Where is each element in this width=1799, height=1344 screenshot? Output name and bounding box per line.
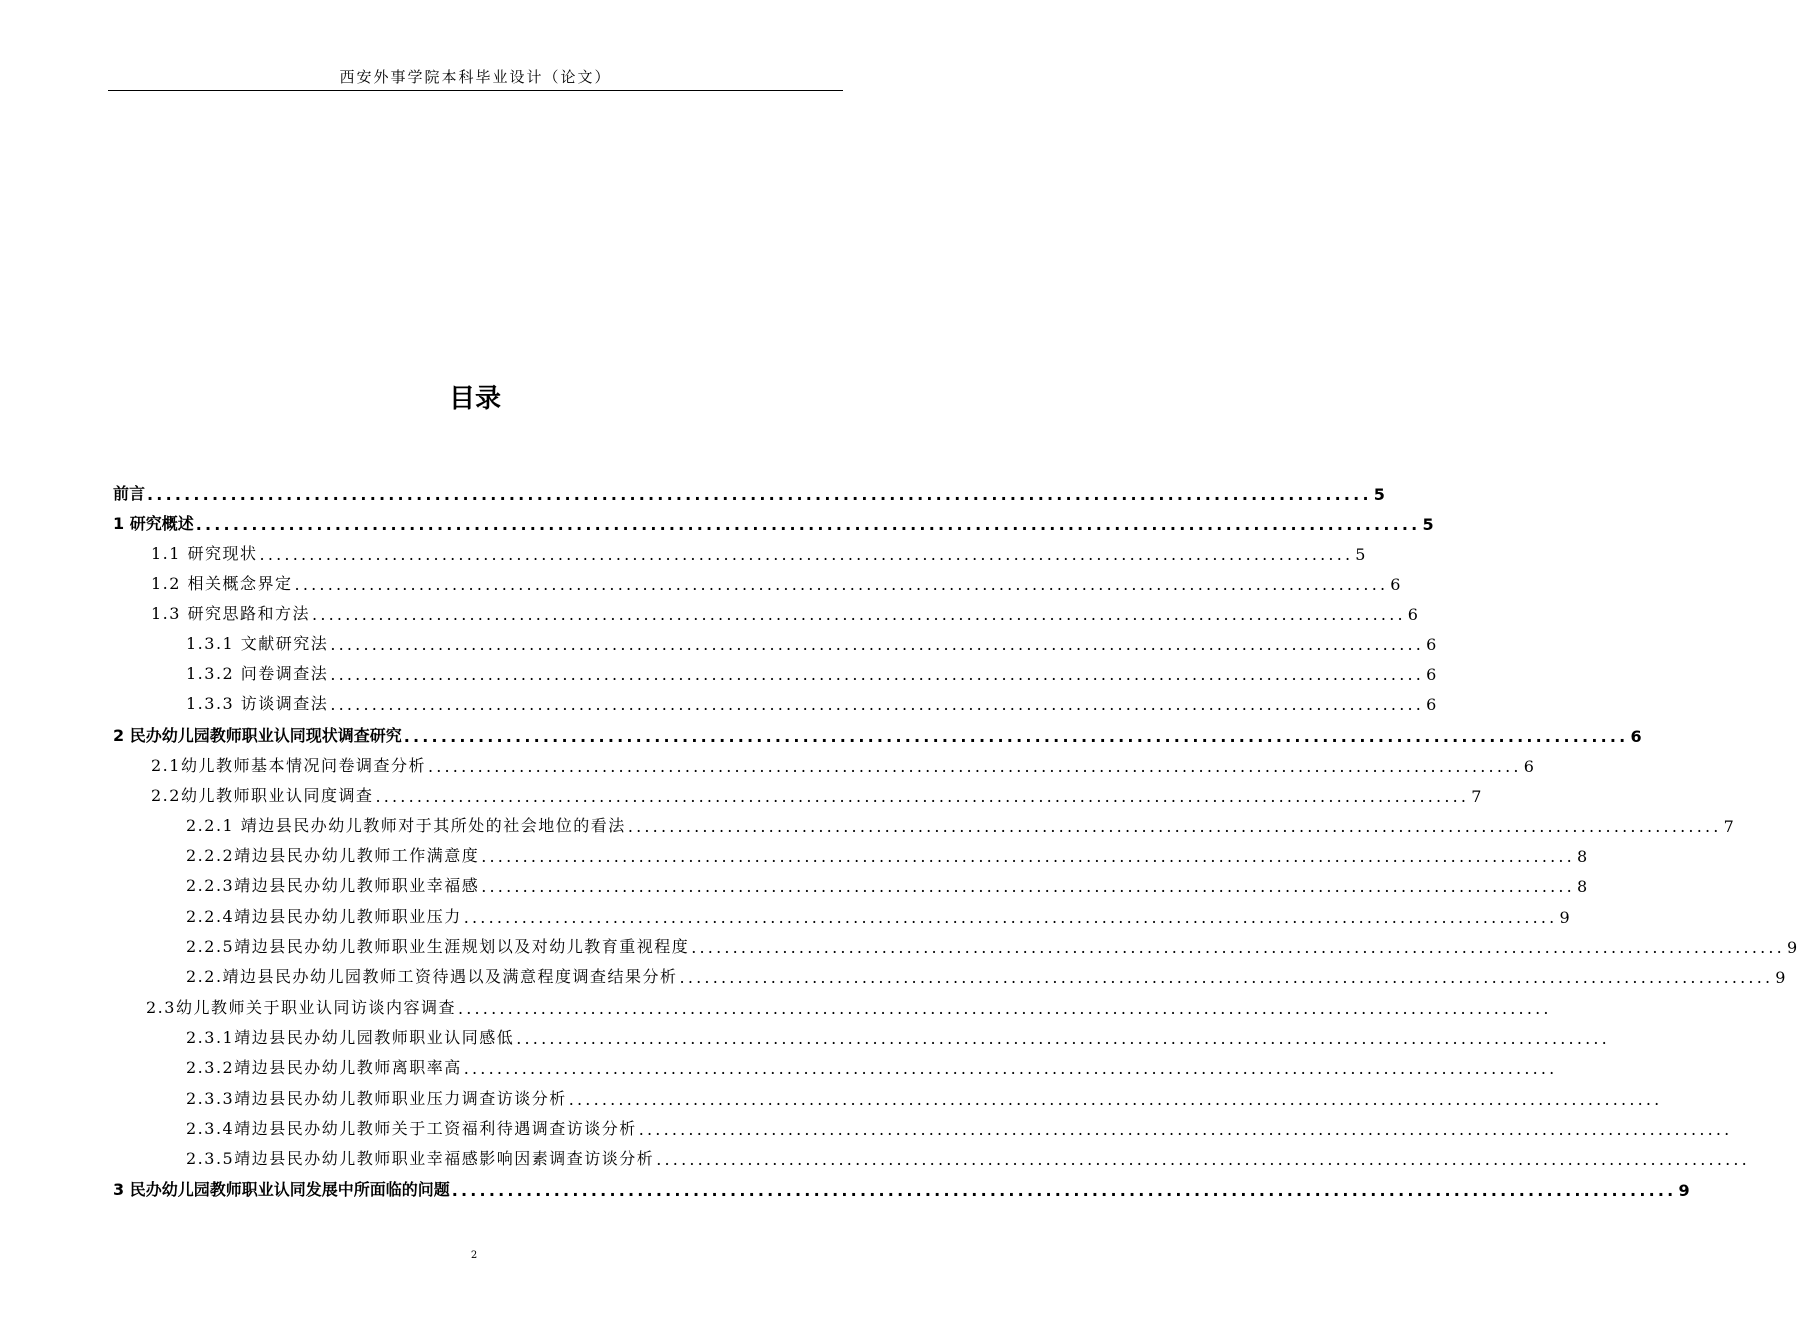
toc-entry-label: 1.3 研究思路和方法 bbox=[151, 604, 311, 623]
toc-entry-chapter-2[interactable] bbox=[113, 722, 1642, 746]
toc-entry-chapter-1[interactable] bbox=[113, 510, 1434, 534]
toc-entry-page: 6 bbox=[1630, 727, 1642, 746]
toc-entry-2-3-5[interactable] bbox=[186, 1145, 1750, 1169]
toc-leader-dots: .................................................................................................................................... bbox=[516, 1029, 1610, 1048]
toc-entry-2-2-6[interactable] bbox=[186, 963, 1787, 987]
toc-leader-dots: .................................................................................................................................... bbox=[312, 605, 1406, 624]
toc-entry-label: 2.2.4靖边县民办幼儿教师职业压力 bbox=[186, 907, 462, 926]
toc-leader-dots: .................................................................................................................................... bbox=[330, 695, 1425, 714]
toc-leader-dots: .................................................................................................................................... bbox=[656, 1150, 1750, 1169]
header-rule bbox=[108, 90, 843, 91]
toc-entry-label: 3 民办幼儿园教师职业认同发展中所面临的问题 bbox=[113, 1180, 450, 1199]
toc-leader-dots: .................................................................................................................................... bbox=[375, 787, 1470, 806]
toc-entry-2-2-3[interactable] bbox=[186, 872, 1589, 896]
toc-entry-2-3-4[interactable] bbox=[186, 1115, 1733, 1139]
toc-entry-label: 2.3.1靖边县民办幼儿园教师职业认同感低 bbox=[186, 1028, 515, 1047]
toc-entry-page: 9 bbox=[1678, 1181, 1690, 1200]
toc-leader-dots: .................................................................................................................................... bbox=[259, 545, 1354, 564]
toc-leader-dots: .................................................................................................................................... bbox=[147, 485, 1372, 504]
toc-leader-dots: .................................................................................................................................... bbox=[463, 1059, 1558, 1078]
toc-entry-2-3-3[interactable] bbox=[186, 1085, 1663, 1109]
toc-leader-dots: .................................................................................................................................... bbox=[568, 1090, 1663, 1109]
toc-entry-1-1[interactable] bbox=[151, 540, 1367, 564]
toc-entry-label: 2.3.5靖边县民办幼儿教师职业幸福感影响因素调查访谈分析 bbox=[186, 1149, 655, 1168]
toc-entry-label: 2.2.2靖边县民办幼儿教师工作满意度 bbox=[186, 846, 480, 865]
toc-entry-label: 1.3.1 文献研究法 bbox=[186, 634, 329, 653]
toc-leader-dots: .................................................................................................................................... bbox=[403, 727, 1629, 746]
toc-entry-page: 5 bbox=[1355, 545, 1367, 564]
toc-entry-label: 2.2幼儿教师职业认同度调查 bbox=[151, 786, 374, 805]
toc-entry-2-1[interactable] bbox=[151, 752, 1536, 776]
toc-entry-label: 2.2.3靖边县民办幼儿教师职业幸福感 bbox=[186, 876, 480, 895]
toc-leader-dots: .................................................................................................................................... bbox=[638, 1120, 1733, 1139]
toc-entry-1-3-3[interactable] bbox=[186, 690, 1438, 714]
page-number: 2 bbox=[470, 1250, 478, 1261]
toc-leader-dots: .................................................................................................................................... bbox=[427, 757, 1522, 776]
toc-leader-dots: .................................................................................................................................... bbox=[195, 515, 1421, 534]
toc-leader-dots: .................................................................................................................................... bbox=[451, 1181, 1677, 1200]
toc-entry-label: 2.3幼儿教师关于职业认同访谈内容调查 bbox=[146, 998, 456, 1017]
toc-entry-2-3-2[interactable] bbox=[186, 1054, 1558, 1078]
toc-leader-dots: .................................................................................................................................... bbox=[330, 665, 1425, 684]
toc-entry-page: 9 bbox=[1559, 908, 1572, 927]
toc-entry-label: 2.2.靖边县民办幼儿园教师工资待遇以及满意程度调查结果分析 bbox=[186, 967, 678, 986]
toc-entry-label: 1 研究概述 bbox=[113, 514, 194, 533]
toc-entry-label: 2.3.4靖边县民办幼儿教师关于工资福利待遇调查访谈分析 bbox=[186, 1119, 637, 1138]
toc-entry-page: 8 bbox=[1576, 877, 1589, 896]
toc-leader-dots: .................................................................................................................................... bbox=[481, 877, 1575, 896]
toc-title: 目录 bbox=[448, 384, 501, 414]
toc-entry-page: 6 bbox=[1407, 605, 1420, 624]
toc-leader-dots: .................................................................................................................................... bbox=[679, 968, 1774, 987]
toc-entry-2-3[interactable] bbox=[146, 994, 1552, 1018]
toc-entry-page: 6 bbox=[1426, 665, 1438, 684]
toc-entry-2-2-2[interactable] bbox=[186, 842, 1589, 866]
toc-entry-2-2-1[interactable] bbox=[186, 812, 1736, 836]
toc-entry-page: 5 bbox=[1422, 515, 1434, 534]
toc-entry-label: 1.1 研究现状 bbox=[151, 544, 258, 563]
toc-entry-chapter-3[interactable] bbox=[113, 1176, 1690, 1200]
page-header: 西安外事学院本科毕业设计（论文） bbox=[339, 68, 612, 86]
toc-leader-dots: .................................................................................................................................... bbox=[330, 635, 1425, 654]
toc-entry-label: 2.2.1 靖边县民办幼儿教师对于其所处的社会地位的看法 bbox=[186, 816, 626, 835]
toc-entry-2-2[interactable] bbox=[151, 782, 1483, 806]
toc-leader-dots: .................................................................................................................................... bbox=[627, 817, 1722, 836]
toc-entry-page: 7 bbox=[1471, 787, 1483, 806]
toc-leader-dots: .................................................................................................................................... bbox=[481, 847, 1575, 866]
toc-entry-page: 7 bbox=[1723, 817, 1736, 836]
toc-leader-dots: .................................................................................................................................... bbox=[691, 938, 1785, 957]
toc-leader-dots: .................................................................................................................................... bbox=[294, 575, 1389, 594]
toc-entry-preface[interactable] bbox=[113, 480, 1385, 504]
toc-entry-label: 2.1幼儿教师基本情况问卷调查分析 bbox=[151, 756, 426, 775]
toc-entry-page: 5 bbox=[1373, 485, 1385, 504]
toc-entry-1-3-2[interactable] bbox=[186, 660, 1438, 684]
toc-entry-1-2[interactable] bbox=[151, 570, 1402, 594]
toc-entry-page: 8 bbox=[1576, 847, 1589, 866]
toc-leader-dots: .................................................................................................................................... bbox=[457, 999, 1552, 1018]
toc-entry-page: 6 bbox=[1390, 575, 1402, 594]
toc-entry-label: 1.3.2 问卷调查法 bbox=[186, 664, 329, 683]
toc-entry-label: 2.2.5靖边县民办幼儿教师职业生涯规划以及对幼儿教育重视程度 bbox=[186, 937, 690, 956]
toc-entry-1-3-1[interactable] bbox=[186, 630, 1438, 654]
toc-leader-dots: .................................................................................................................................... bbox=[463, 908, 1558, 927]
toc-entry-page: 6 bbox=[1426, 635, 1438, 654]
toc-entry-2-2-5[interactable] bbox=[186, 933, 1799, 957]
toc-entry-2-2-4[interactable] bbox=[186, 903, 1572, 927]
toc-entry-page: 9 bbox=[1786, 938, 1799, 957]
toc-entry-1-3[interactable] bbox=[151, 600, 1420, 624]
toc-entry-label: 前言 bbox=[113, 484, 146, 503]
toc-entry-2-3-1[interactable] bbox=[186, 1024, 1610, 1048]
toc-entry-label: 1.2 相关概念界定 bbox=[151, 574, 293, 593]
toc-entry-label: 2 民办幼儿园教师职业认同现状调查研究 bbox=[113, 726, 402, 745]
toc-entry-page: 6 bbox=[1426, 695, 1438, 714]
toc-entry-label: 2.3.2靖边县民办幼儿教师离职率高 bbox=[186, 1058, 462, 1077]
toc-entry-label: 2.3.3靖边县民办幼儿教师职业压力调查访谈分析 bbox=[186, 1089, 567, 1108]
toc-entry-page: 6 bbox=[1523, 757, 1536, 776]
toc-entry-page: 9 bbox=[1775, 968, 1787, 987]
toc-entry-label: 1.3.3 访谈调查法 bbox=[186, 694, 329, 713]
